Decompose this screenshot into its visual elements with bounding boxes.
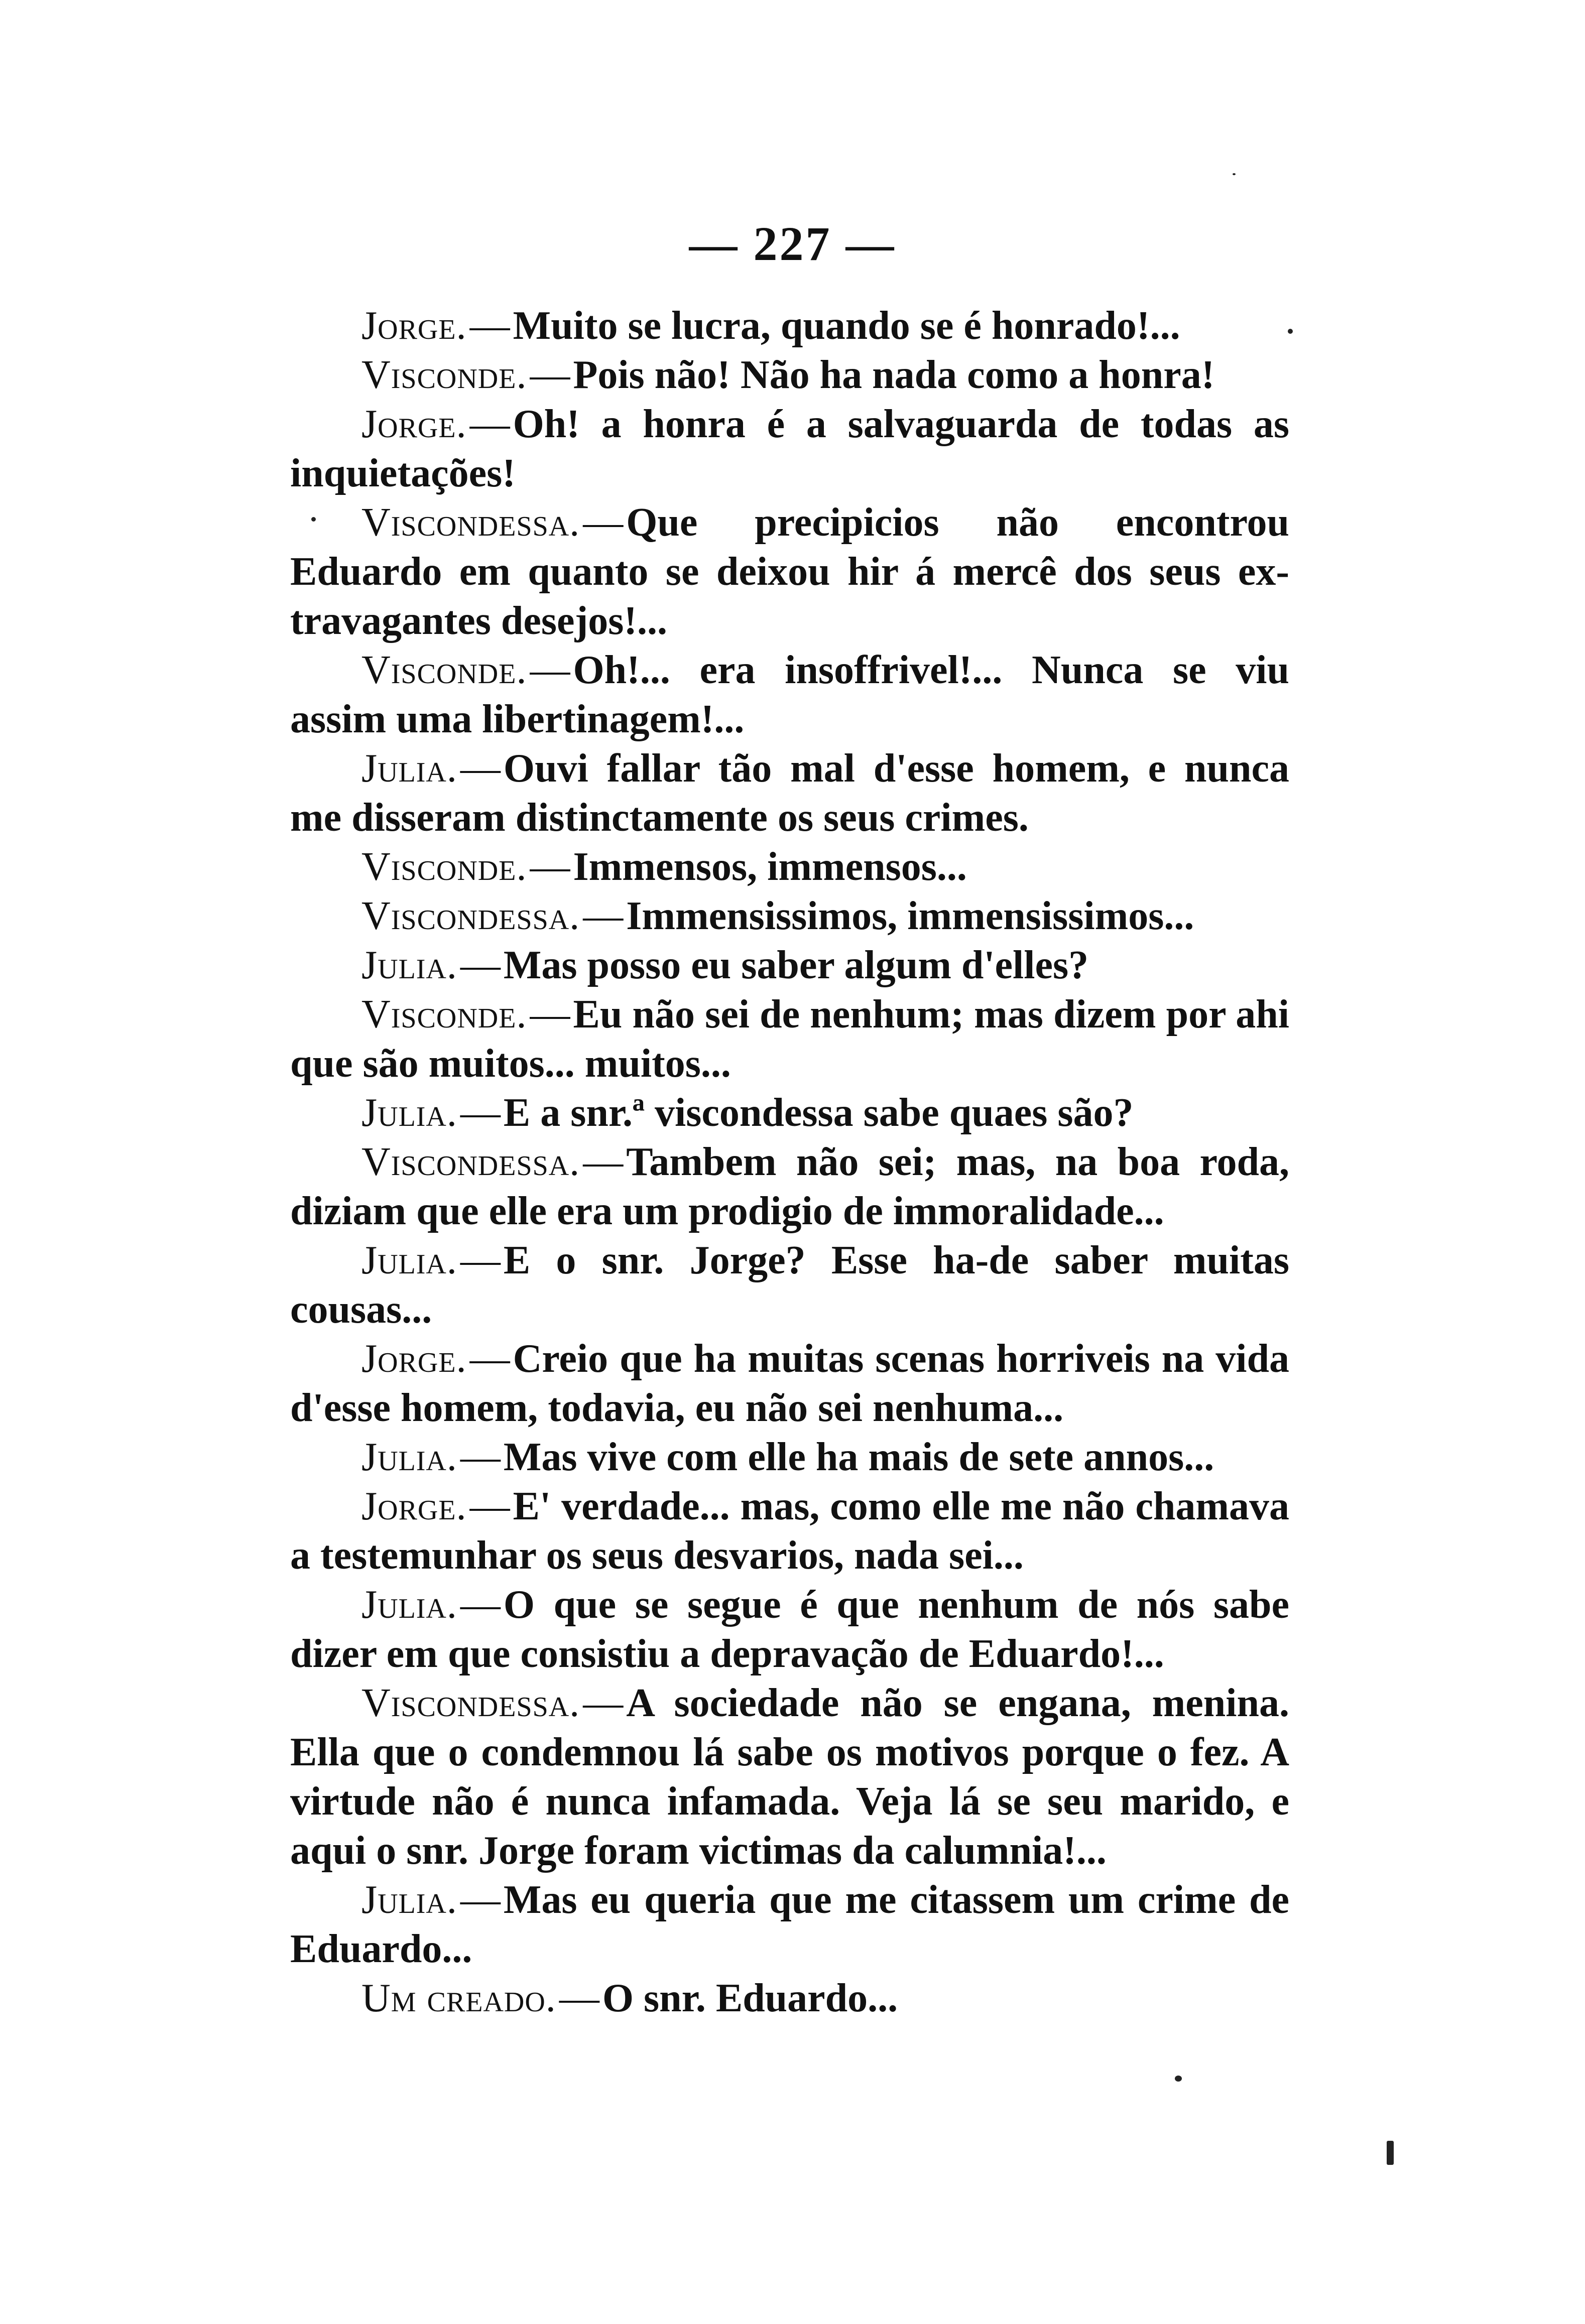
speech-text: Immensissimos, immensissimos... xyxy=(626,894,1194,938)
em-dash: — xyxy=(460,1583,501,1627)
speaker-name: Jorge. xyxy=(361,304,467,348)
dialogue-line xyxy=(290,1974,1289,2023)
em-dash: — xyxy=(583,500,624,545)
speaker-name: Julia. xyxy=(361,943,457,987)
em-dash: — xyxy=(460,1091,501,1135)
ink-speck xyxy=(1175,2076,1182,2082)
speech-text: Que precipicios não encontrou Eduardo em quanto se deixou hir á mercê dos seus extravagantes desejos!... xyxy=(290,500,1289,643)
em-dash: — xyxy=(460,746,501,791)
speech-text: Creio que ha muitas scenas horriveis na vida d'esse homem, todavia, eu não sei nenhuma... xyxy=(290,1337,1289,1430)
speech-text: Eu não sei de nenhum; mas dizem por ahi que são muitos... muitos... xyxy=(290,992,1289,1086)
em-dash: — xyxy=(469,304,510,348)
speaker-name: Viscondessa. xyxy=(361,1681,580,1725)
speaker-name: Visconde. xyxy=(361,353,527,397)
dialogue-line xyxy=(290,301,1289,350)
em-dash: — xyxy=(530,992,570,1037)
dialogue-line xyxy=(290,891,1289,941)
page-number: — 227 — xyxy=(689,217,896,271)
speaker-name: Visconde. xyxy=(361,992,527,1037)
speech-text: A sociedade não se engana, menina. Ella que o condemnou lá sabe os motivos porque o fez. A virtude não é nunca infamada. Veja lá se seu marido, e aqui o snr. Jorge foram victimas da calumnia!... xyxy=(290,1681,1289,1873)
dialogue-line xyxy=(290,1580,1289,1679)
dialogue-line xyxy=(290,1334,1289,1433)
speaker-name: Visconde. xyxy=(361,648,527,692)
speech-text: O que se segue é que nenhum de nós sabe dizer em que consistiu a depravação de Eduardo!... xyxy=(290,1583,1289,1676)
dialogue-line xyxy=(290,1679,1289,1875)
dialogue-line xyxy=(290,645,1289,744)
em-dash: — xyxy=(460,1878,501,1922)
dialogue-line xyxy=(290,400,1289,498)
speaker-name: Um creado. xyxy=(361,1976,556,2020)
speaker-name: Julia. xyxy=(361,1878,457,1922)
speaker-name: Viscondessa. xyxy=(361,500,580,545)
dialogue-line xyxy=(290,1236,1289,1334)
speech-text: E o snr. Jorge? Esse ha-de saber muitas cousas... xyxy=(290,1238,1289,1332)
dialogue-line xyxy=(290,842,1289,891)
speech-text: Mas eu queria que me citassem um crime de Eduardo... xyxy=(290,1878,1289,1971)
speech-text: Mas vive com elle ha mais de sete annos... xyxy=(503,1435,1214,1479)
speech-text: E' verdade... mas, como elle me não chamava a testemunhar os seus desvarios, nada sei... xyxy=(290,1484,1289,1578)
dialogue-line xyxy=(290,1875,1289,1974)
em-dash: — xyxy=(460,1238,501,1282)
dialogue-line xyxy=(290,1088,1289,1137)
speaker-name: Jorge. xyxy=(361,1484,467,1528)
dialogue-line xyxy=(290,941,1289,990)
em-dash: — xyxy=(583,1140,624,1184)
em-dash: — xyxy=(583,1681,624,1725)
em-dash: — xyxy=(530,648,570,692)
em-dash: — xyxy=(530,353,570,397)
dialogue-line xyxy=(290,350,1289,400)
em-dash: — xyxy=(530,845,570,889)
dialogue-line xyxy=(290,1482,1289,1580)
em-dash: — xyxy=(469,1337,510,1381)
speech-text: Tambem não sei; mas, na boa roda, diziam que elle era um prodigio de immoralidade... xyxy=(290,1140,1289,1233)
speech-text: Oh!... era insoffrivel!... Nunca se viu assim uma libertinagem!... xyxy=(290,648,1289,741)
dialogue-line xyxy=(290,498,1289,645)
speech-text: Pois não! Não ha nada como a honra! xyxy=(573,353,1215,397)
speaker-name: Jorge. xyxy=(361,1337,467,1381)
speech-text: Oh! a honra é a salvaguarda de todas as inquietações! xyxy=(290,402,1289,495)
speaker-name: Viscondessa. xyxy=(361,1140,580,1184)
em-dash: — xyxy=(469,402,510,446)
speech-text: Ouvi fallar tão mal d'esse homem, e nunca me disseram distinctamente os seus crimes. xyxy=(290,746,1289,840)
dialogue-text xyxy=(290,301,1289,2023)
em-dash: — xyxy=(460,1435,501,1479)
em-dash: — xyxy=(460,943,501,987)
dialogue-line xyxy=(290,990,1289,1088)
em-dash: — xyxy=(559,1976,599,2020)
dialogue-line xyxy=(290,1137,1289,1236)
dialogue-line xyxy=(290,1433,1289,1482)
speech-text: Muito se lucra, quando se é honrado!... xyxy=(513,304,1180,348)
speech-text: Immensos, immensos... xyxy=(573,845,967,889)
speaker-name: Julia. xyxy=(361,1238,457,1282)
speech-text: O snr. Eduardo... xyxy=(602,1976,898,2020)
speaker-name: Visconde. xyxy=(361,845,527,889)
ink-speck xyxy=(1387,2141,1394,2165)
speaker-name: Viscondessa. xyxy=(361,894,580,938)
speech-text: Mas posso eu saber algum d'elles? xyxy=(503,943,1089,987)
speaker-name: Julia. xyxy=(361,746,457,791)
em-dash: — xyxy=(583,894,624,938)
speaker-name: Julia. xyxy=(361,1435,457,1479)
speaker-name: Julia. xyxy=(361,1583,457,1627)
dialogue-line xyxy=(290,744,1289,842)
ink-speck xyxy=(1233,173,1236,175)
speaker-name: Jorge. xyxy=(361,402,467,446)
speaker-name: Julia. xyxy=(361,1091,457,1135)
ink-speck xyxy=(1288,329,1293,334)
ink-speck xyxy=(311,517,316,522)
em-dash: — xyxy=(469,1484,510,1528)
speech-text: E a snr.ª viscondessa sabe quaes são? xyxy=(503,1091,1134,1135)
